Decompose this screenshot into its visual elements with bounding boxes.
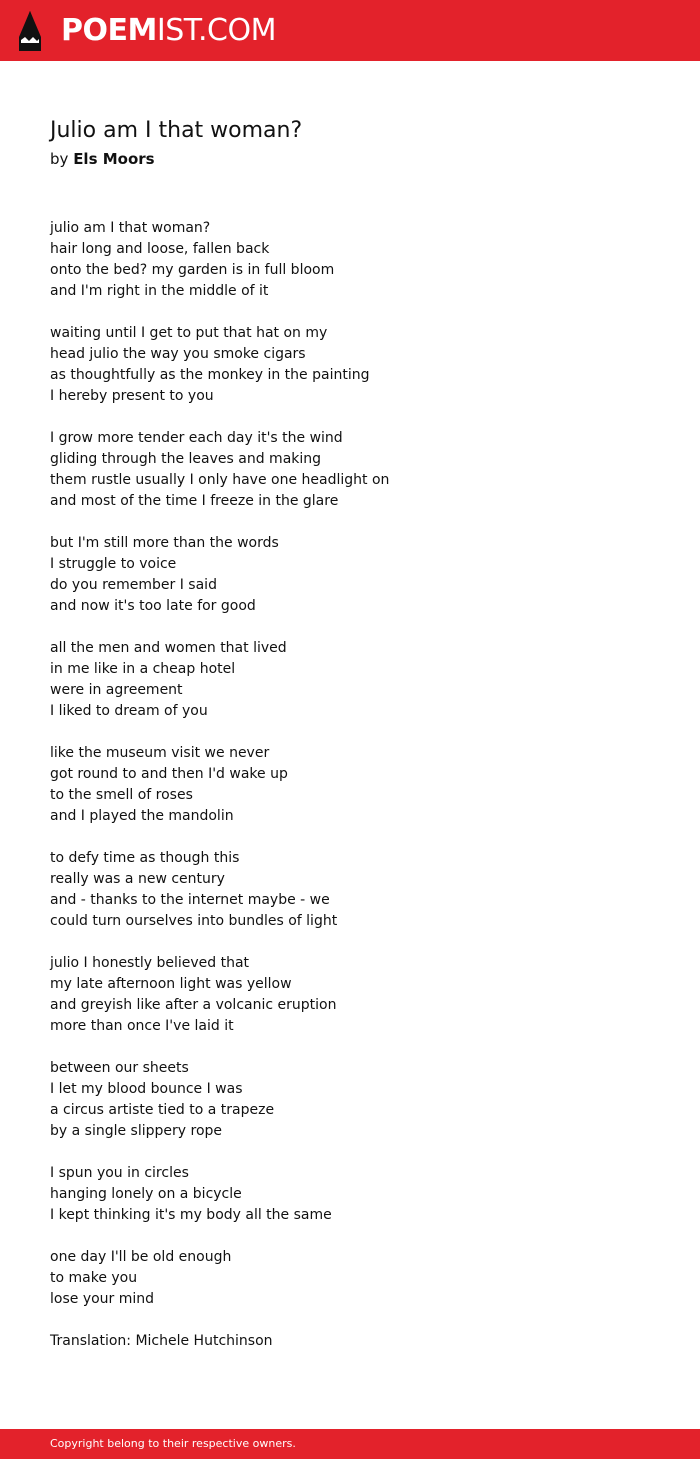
stanza (50, 848, 650, 932)
poem-line: and I'm right in the middle of it (50, 283, 269, 299)
poem-line: I spun you in circles (50, 1165, 189, 1181)
poem-line: and greyish like after a volcanic eruption (50, 997, 337, 1013)
stanza (50, 428, 650, 512)
poem-line: and I played the mandolin (50, 808, 234, 824)
poem-line: I struggle to voice (50, 556, 177, 572)
poem-line: and most of the time I freeze in the glare (50, 493, 339, 509)
stanza (50, 1247, 650, 1310)
poem-line: I grow more tender each day it's the wind (50, 430, 343, 446)
poem-line: them rustle usually I only have one headlight on (50, 472, 390, 488)
poem-line: onto the bed? my garden is in full bloom (50, 262, 335, 278)
poem-line: got round to and then I'd wake up (50, 766, 288, 782)
poem-body (50, 218, 650, 1352)
stanza (50, 638, 650, 722)
poem-line: between our sheets (50, 1060, 189, 1076)
poem-line: one day I'll be old enough (50, 1249, 232, 1265)
poem-line: julio am I that woman? (50, 220, 211, 236)
author-name: Els Moors (73, 150, 155, 168)
poem-line: I liked to dream of you (50, 703, 208, 719)
poem-line: my late afternoon light was yellow (50, 976, 292, 992)
site-logo-text[interactable] (61, 12, 276, 50)
poem-line: a circus artiste tied to a trapeze (50, 1102, 275, 1118)
poem-line: julio I honestly believed that (50, 955, 250, 971)
poem-title: Julio am I that woman? (50, 118, 303, 143)
poem-line: do you remember I said (50, 577, 217, 593)
poem-line: were in agreement (50, 682, 183, 698)
poem-line: in me like in a cheap hotel (50, 661, 236, 677)
poem-line: head julio the way you smoke cigars (50, 346, 306, 362)
poem-line: to the smell of roses (50, 787, 193, 803)
translation-credit: Translation: Michele Hutchinson (50, 1333, 273, 1349)
poem-line: hair long and loose, fallen back (50, 241, 270, 257)
poem-line: waiting until I get to put that hat on my (50, 325, 328, 341)
stanza (50, 1163, 650, 1226)
stanza (50, 1058, 650, 1142)
poem-line: I hereby present to you (50, 388, 214, 404)
stanza (50, 533, 650, 617)
poem-line: and - thanks to the internet maybe - we (50, 892, 330, 908)
stanza (50, 323, 650, 407)
poem-line: gliding through the leaves and making (50, 451, 322, 467)
by-label: by (50, 150, 69, 168)
poem-line: to defy time as though this (50, 850, 240, 866)
stanza (50, 743, 650, 827)
site-header (0, 0, 700, 61)
poem-line: all the men and women that lived (50, 640, 287, 656)
stanza (50, 218, 650, 302)
stanza (50, 953, 650, 1037)
poem-line: I kept thinking it's my body all the same (50, 1207, 332, 1223)
poem-line: as thoughtfully as the monkey in the painting (50, 367, 370, 383)
poem-line: by a single slippery rope (50, 1123, 223, 1139)
poem-line: lose your mind (50, 1291, 155, 1307)
poem-line: but I'm still more than the words (50, 535, 279, 551)
poem-line: and now it's too late for good (50, 598, 256, 614)
copyright-notice: Copyright belong to their respective owners. (50, 1437, 296, 1450)
poem-line: really was a new century (50, 871, 225, 887)
pencil-tip-icon[interactable] (18, 10, 42, 52)
poem-line: could turn ourselves into bundles of light (50, 913, 338, 929)
poem-line: hanging lonely on a bicycle (50, 1186, 242, 1202)
byline (50, 148, 155, 170)
brand-bold: POEM (61, 13, 157, 48)
brand-rest: IST.COM (156, 13, 276, 48)
poem-line: like the museum visit we never (50, 745, 270, 761)
poem-line: I let my blood bounce I was (50, 1081, 243, 1097)
poem-line: to make you (50, 1270, 138, 1286)
site-footer (0, 1429, 700, 1459)
poem-line: more than once I've laid it (50, 1018, 234, 1034)
